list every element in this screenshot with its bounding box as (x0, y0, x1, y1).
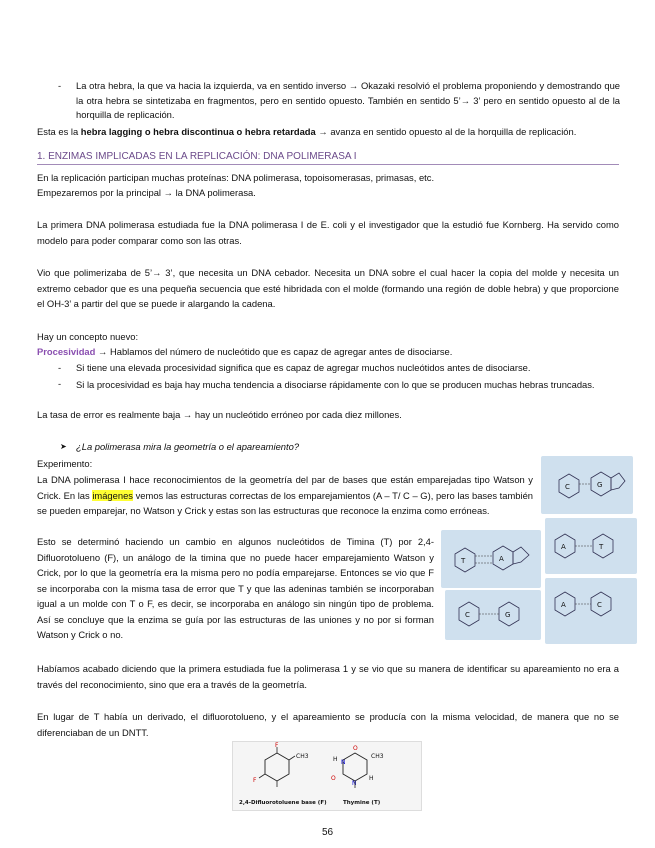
base-pair-figure (545, 518, 637, 574)
atom-label: CH3 (296, 753, 309, 760)
bullet-dash: - (58, 80, 62, 91)
base-letter: T (599, 543, 604, 551)
paragraph: En lugar de T había un derivado, el difluorotolueno, y el apareamiento se producía con la misma velocidad, de manera que no se diferenciaban de un DNTT. (37, 711, 619, 738)
base-letter: C (565, 483, 570, 491)
atom-label: H (369, 775, 374, 782)
paragraph: La primera DNA polimerasa estudiada fue la DNA polimerasa I de E. coli y el investigador que la estudió fue Kornberg. Ha servido como modelo para poder comparar como son las otras. (37, 219, 619, 246)
base-letter: A (499, 555, 504, 563)
base-pair-figure (441, 530, 541, 588)
atom-label: F (253, 777, 257, 784)
atom-label: H (333, 756, 338, 763)
base-pair-figure (541, 456, 633, 514)
paragraph: Vio que polimerizaba de 5’→ 3’, que necesita un DNA cebador. Necesita un DNA sobre el cual hacer la copia del molde y necesita un extremo cebador que es una pequeña secuencia que esté hibridada con el molde (formando una región de doble hebra) y que proporcione el OH-3’ a partir del que se puede ir alargando la cadena. (37, 267, 619, 309)
base-pair-figure (545, 578, 637, 644)
atom-label: N (352, 780, 357, 787)
caption-thymine: Thymine (T) (343, 800, 381, 806)
bullet-item: Si la procesividad es baja hay mucha tendencia a disociarse rápidamente con lo que se producen muchas hebras truncadas. (76, 379, 595, 390)
structure-figure (232, 741, 422, 811)
caption-difluorotoluene: 2,4-Difluorotoluene base (F) (239, 800, 327, 806)
paragraph: Hay un concepto nuevo: (37, 331, 139, 342)
paragraph: Experimento: (37, 458, 93, 469)
section-heading: 1. ENZIMAS IMPLICADAS EN LA REPLICACIÓN: DNA POLIMERASA I (37, 150, 619, 165)
base-letter: C (465, 611, 470, 619)
atom-label: O (353, 745, 358, 752)
question: ¿La polimerasa mira la geometría o el apareamiento? (76, 441, 300, 452)
processivity-definition: Procesividad → Hablamos del número de nucleótido que es capaz de agregar antes de disociarse. (37, 346, 453, 357)
atom-label: CH3 (371, 753, 384, 760)
bullet-dash: - (58, 378, 62, 389)
bullet-item: Si tiene una elevada procesividad significa que es capaz de agregar muchos nucleótidos antes de disociarse. (76, 362, 531, 373)
base-letter: G (597, 481, 603, 489)
lagging-definition: Esta es la hebra lagging o hebra discontinua o hebra retardada → avanza en sentido opuesto al de la horquilla de replicación. (37, 126, 577, 137)
paragraph: En la replicación participan muchas proteínas: DNA polimerasa, topoisomerasas, primasas, etc. (37, 172, 435, 183)
atom-label: O (331, 775, 336, 782)
page-number: 56 (321, 827, 334, 838)
paragraph: La DNA polimerasa I hace reconocimientos de la geometría del par de bases que están emparejadas tipo Watson y Crick. En las imágenes vemos las estructuras correctas de los emparejamientos (A – T/ C – G), pero las bases también se pueden emparejar, no Watson y Crick y estas son las estructuras que reconoce la enzima como erróneas. (37, 474, 533, 516)
paragraph: Empezaremos por la principal → la DNA polimerasa. (37, 187, 256, 198)
paragraph: Habíamos acabado diciendo que la primera estudiada fue la polimerasa 1 y se vio que su manera de identificar su apareamiento no era a través del reconocimiento, sino que era a través de la geometría. (37, 663, 619, 690)
bullet-dash: - (58, 362, 62, 373)
lagging-strand-text: La otra hebra, la que va hacia la izquierda, va en sentido inverso → Okazaki resolvió el problema proponiendo y demostrando que la otra hebra se sintetizaba en fragmentos, pero en sentido opuesto. También en sentido 5’→ 3’ pero en sentido opuesto al de la horquilla de replicación. (76, 80, 620, 120)
atom-label: N (341, 759, 346, 766)
base-letter: T (461, 557, 466, 565)
base-pair-figure (445, 590, 541, 640)
arrow-bullet-icon: ➤ (60, 442, 67, 451)
base-letter: A (561, 601, 566, 609)
base-letter: G (505, 611, 511, 619)
atom-label: F (275, 742, 279, 749)
base-letter: C (597, 601, 602, 609)
paragraph: Esto se determinó haciendo un cambio en algunos nucleótidos de Timina (T) por 2,4-Difluorotolueno (F), un análogo de la timina que no puede hacer emparejamiento Watson y Crick, por lo que la geometría era la misma pero no podía emparejarse. Entonces se vio que F se incorporaba con la misma tasa de error que T y que las adeninas también se incorporaban igual a un molde con T o F, es decir, se incorporaba en análogo sin ningún tipo de problema. Así se concluye que la enzima se guía por las estructuras de las uniones y no por si forman Watson y Crick o no. (37, 536, 434, 640)
base-letter: A (561, 543, 566, 551)
paragraph: La tasa de error es realmente baja → hay un nucleótido erróneo por cada diez millones. (37, 409, 402, 420)
